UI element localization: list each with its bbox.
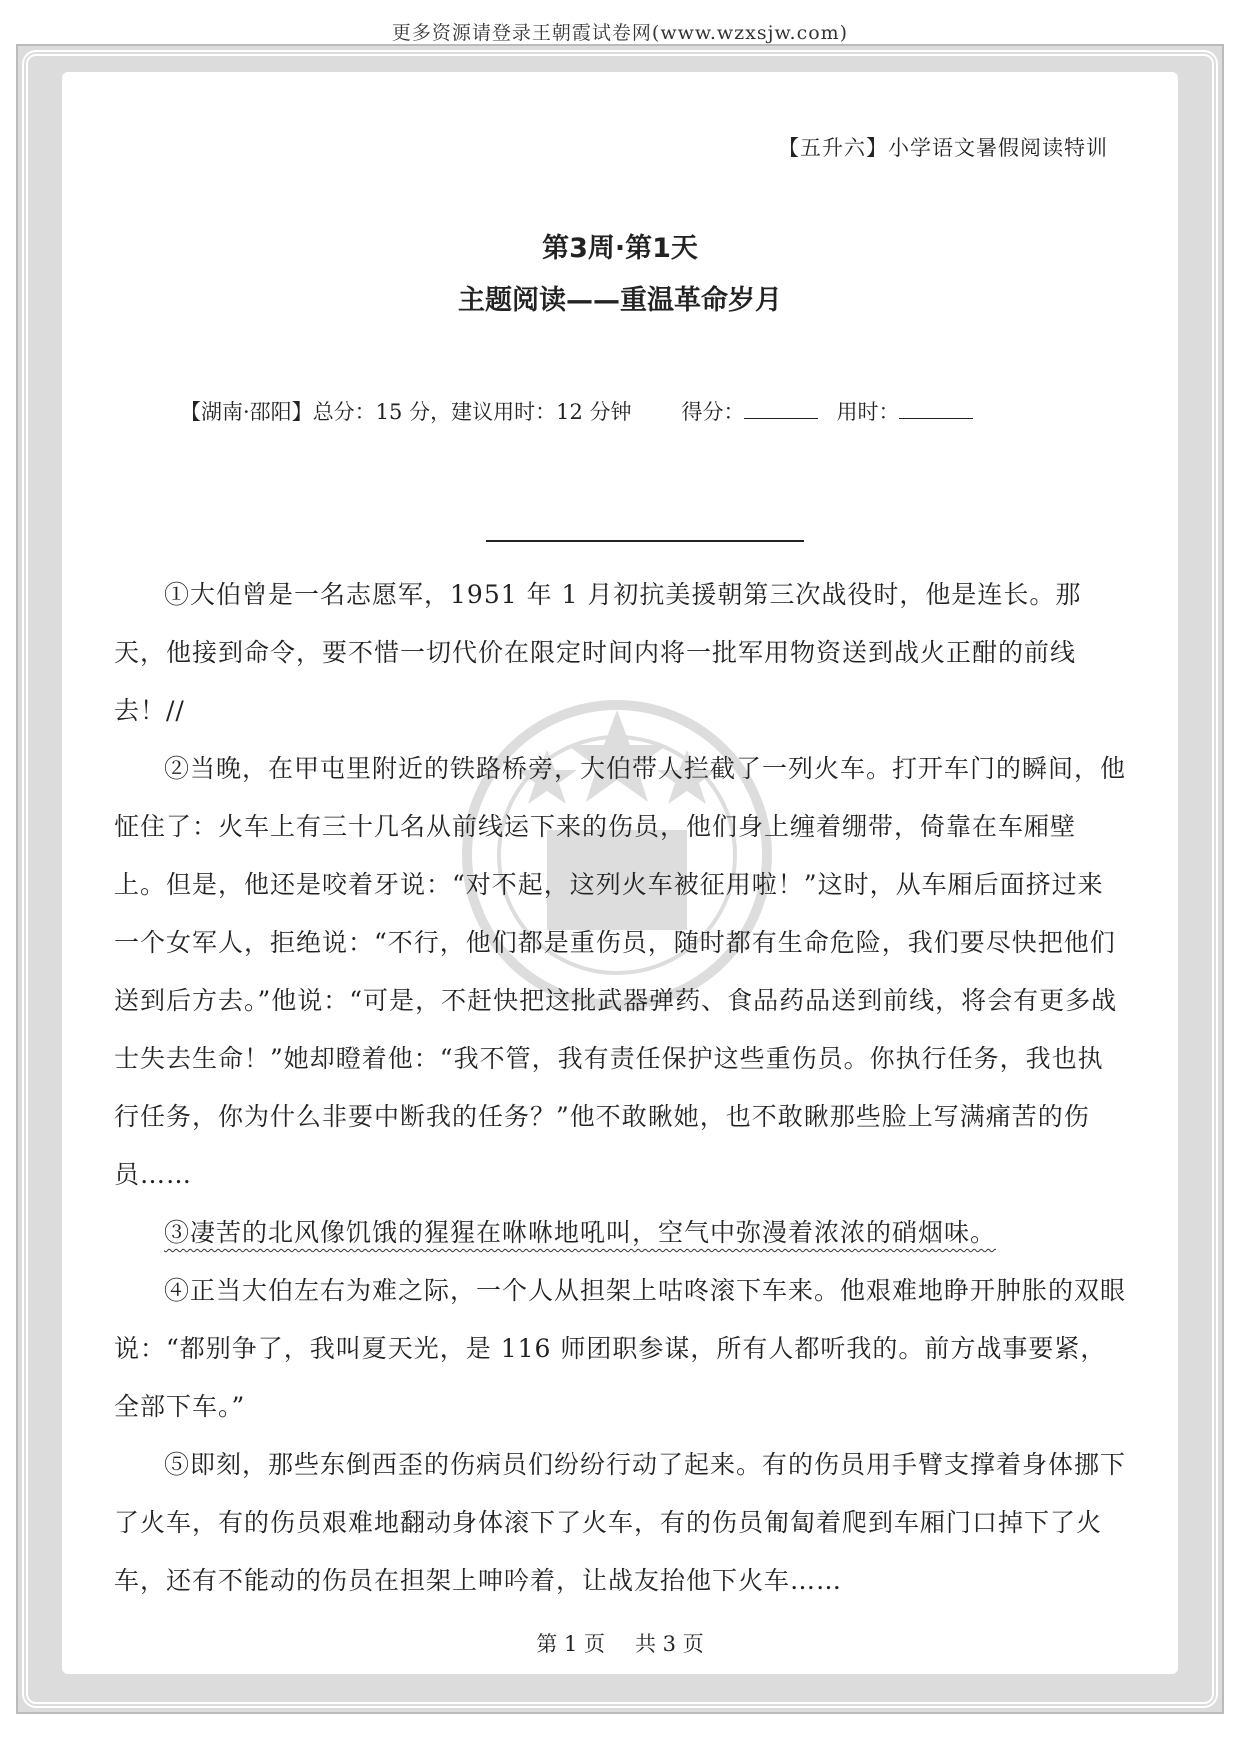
source-banner: 更多资源请登录王朝霞试卷网(www.wzxsjw.com) — [391, 22, 849, 44]
paragraph-5: ⑤即刻，那些东倒西歪的伤病员们纷纷行动了起来。有的伤员用手臂支撑着身体挪下了火车，有的伤员艰难地翻动身体滚下了火车，有的伤员匍匐着爬到车厢门口掉下了火车，还有不能动的伤员在担架上呻吟着，让战友抬他下火车…… — [114, 1450, 1127, 1595]
page-footer — [0, 1628, 1240, 1658]
time-blank[interactable] — [899, 400, 973, 419]
page-subtitle: 主题阅读——重温革命岁月 — [458, 285, 782, 316]
paragraph-3 — [114, 1204, 1126, 1262]
score-blank[interactable] — [744, 400, 818, 419]
reading-passage — [114, 566, 1126, 1610]
paragraph-1: ①大伯曾是一名志愿军，1951 年 1 月初抗美援朝第三次战役时，他是连长。那天，他接到命令，要不惜一切代价在限定时间内将一批军用物资送到战火正酣的前线去！// — [114, 580, 1082, 725]
page-total: 共 3 页 — [635, 1632, 704, 1656]
page-title: 第3周·第1天 — [542, 233, 698, 264]
underlined-sentence: ③凄苦的北风像饥饿的猩猩在咻咻地吼叫，空气中弥漫着浓浓的硝烟味。 — [164, 1218, 997, 1247]
series-label: 【五升六】小学语文暑假阅读特训 — [778, 136, 1108, 160]
meta-total: 总分：15 分，建议用时：12 分钟 — [312, 400, 632, 424]
paragraph-2: ②当晚，在甲屯里附近的铁路桥旁，大伯带人拦截了一列火车。打开车门的瞬间，他怔住了：火车上有三十几名从前线运下来的伤员，他们身上缠着绷带，倚靠在车厢壁上。但是，他还是咬着牙说：“对不起，这列火车被征用啦！”这时，从车厢后面挤过来一个女军人，拒绝说：“不行，他们都是重伤员，随时都有生命危险，我们要尽快把他们送到后方去。”他说：“可是，不赶快把这批武器弹药、食品药品送到前线，将会有更多战士失去生命！”她却瞪着他：“我不管，我有责任保护这些重伤员。你执行任务，我也执行任务，你为什么非要中断我的任务？”他不敢瞅她，也不敢瞅那些脸上写满痛苦的伤员…… — [114, 754, 1127, 1189]
page-number: 第 1 页 — [536, 1632, 605, 1656]
time-label: 用时： — [836, 400, 900, 424]
score-label: 得分： — [681, 400, 745, 424]
paragraph-4: ④正当大伯左右为难之际，一个人从担架上咕咚滚下车来。他艰难地睁开肿胀的双眼说：“都别争了，我叫夏天光，是 116 师团职参谋，所有人都听我的。前方战事要紧，全部下车。” — [114, 1276, 1127, 1421]
meta-source: 【湖南·邵阳】 — [180, 400, 313, 424]
section-divider — [486, 540, 804, 542]
exercise-meta — [180, 396, 973, 426]
